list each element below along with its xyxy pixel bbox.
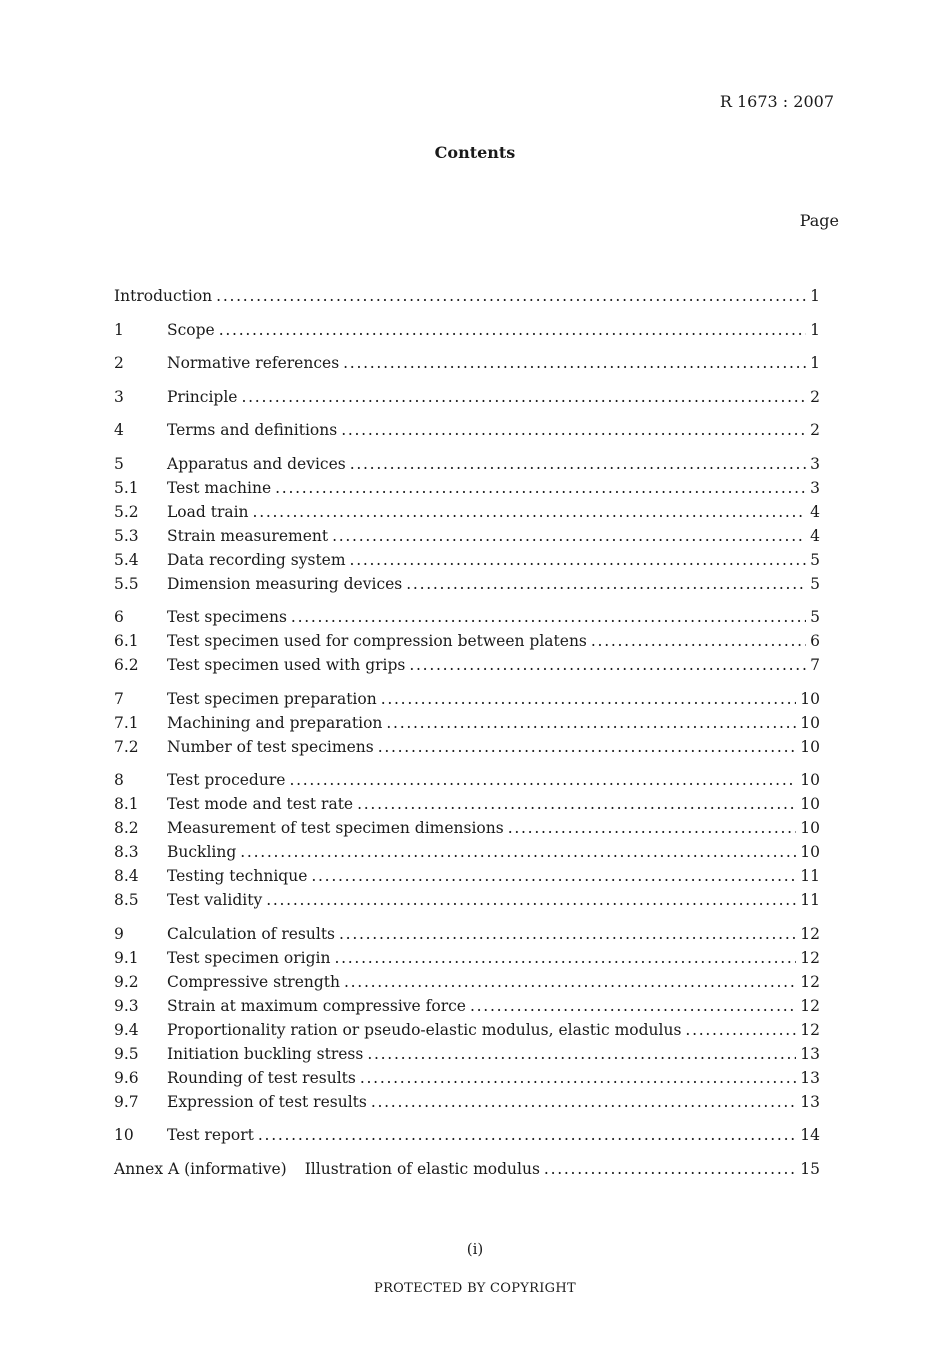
toc-entry[interactable] <box>114 418 820 442</box>
toc-entry-page: 13 <box>800 1092 820 1111</box>
dot-leader <box>378 735 797 759</box>
toc-entry[interactable] <box>114 318 820 342</box>
toc-entry-label: Load train <box>167 502 249 521</box>
toc-entry[interactable] <box>114 284 820 308</box>
toc-entry[interactable] <box>114 524 820 548</box>
toc-entry-page: 11 <box>800 867 820 885</box>
toc-entry[interactable] <box>114 572 820 596</box>
toc-entry-number: 7.2 <box>114 737 139 756</box>
toc-entry[interactable] <box>114 888 820 912</box>
toc-entry-number: 6 <box>114 608 124 626</box>
toc-entry-label: Initiation buckling stress <box>167 1044 364 1063</box>
toc-entry-label: Test specimen origin <box>167 948 331 967</box>
toc-entry-number: 10 <box>114 1126 134 1144</box>
toc-entry[interactable] <box>114 735 820 759</box>
toc-entry-page: 15 <box>800 1159 820 1178</box>
toc-entry-annex-a[interactable] <box>114 1157 820 1181</box>
toc-entry[interactable] <box>114 994 820 1018</box>
toc-entry[interactable] <box>114 548 820 572</box>
toc-entry[interactable] <box>114 351 820 375</box>
dot-leader <box>334 946 796 970</box>
toc-entry-page: 13 <box>800 1068 820 1087</box>
dot-leader <box>311 864 796 888</box>
toc-entry[interactable] <box>114 1042 820 1066</box>
toc-entry-label: Test mode and test rate <box>167 795 354 813</box>
dot-leader <box>350 452 806 476</box>
toc-entry-page: 12 <box>800 972 820 991</box>
toc-entry[interactable] <box>114 946 820 970</box>
toc-entry[interactable] <box>114 605 820 629</box>
dot-leader <box>241 385 806 409</box>
dot-leader <box>341 418 806 442</box>
toc-entry-page: 3 <box>810 478 820 497</box>
dot-leader <box>360 1066 796 1090</box>
toc-entry-label: Apparatus and devices <box>167 454 346 473</box>
toc-entry-page: 11 <box>800 891 820 909</box>
toc-entry-page: 10 <box>800 713 820 732</box>
dot-leader <box>253 500 807 524</box>
toc-entry-label: Dimension measuring devices <box>167 574 403 593</box>
toc-entry-label: Proportionality ration or pseudo-elastic modulus, elastic modulus <box>167 1020 682 1039</box>
toc-entry-number: 9.4 <box>114 1020 139 1039</box>
toc-entry-page: 5 <box>810 550 820 569</box>
toc-entry-page: 7 <box>810 656 820 674</box>
toc-entry-label: Normative references <box>167 354 340 372</box>
toc-entry[interactable] <box>114 970 820 994</box>
toc-entry-page: 13 <box>800 1044 820 1063</box>
toc-entry-label: Introduction <box>114 287 213 305</box>
toc-entry-number: 7.1 <box>114 713 139 732</box>
toc-entry-page: 1 <box>810 354 820 372</box>
toc-entry-number: 8.5 <box>114 891 139 909</box>
toc-entry-number: 9.2 <box>114 972 139 991</box>
toc-entry-number: 8 <box>114 771 124 789</box>
toc-entry[interactable] <box>114 687 820 711</box>
toc-entry-number: 9.7 <box>114 1092 139 1111</box>
toc-entry-page: 10 <box>800 771 820 789</box>
toc-entry-label: Principle <box>167 387 238 406</box>
table-of-contents <box>114 284 820 1181</box>
dot-leader <box>470 994 796 1018</box>
toc-entry-number: 9.5 <box>114 1044 139 1063</box>
toc-entry-number: 4 <box>114 421 124 439</box>
toc-entry[interactable] <box>114 1123 820 1147</box>
toc-entry-number: 9.6 <box>114 1068 139 1087</box>
dot-leader <box>350 548 807 572</box>
toc-entry-page: 1 <box>810 320 820 339</box>
toc-entry-label: Strain measurement <box>167 526 329 545</box>
toc-entry[interactable] <box>114 768 820 792</box>
toc-entry-label: Test specimen used with grips <box>167 656 406 674</box>
toc-entry-page: 10 <box>800 689 820 708</box>
toc-entry-label: Scope <box>167 320 215 339</box>
dot-leader <box>591 629 806 653</box>
dot-leader <box>240 840 796 864</box>
toc-entry-page: 2 <box>810 387 820 406</box>
toc-entry-number: 6.2 <box>114 656 139 674</box>
page-column-header: Page <box>799 211 839 230</box>
toc-entry-label: Test procedure <box>167 771 286 789</box>
toc-entry-page: 2 <box>810 421 820 439</box>
toc-entry-page: 12 <box>800 948 820 967</box>
toc-entry-number: 5.3 <box>114 526 139 545</box>
toc-entry-page: 10 <box>800 819 820 837</box>
toc-entry[interactable] <box>114 840 820 864</box>
toc-entry-page: 6 <box>810 632 820 650</box>
toc-entry-label: Number of test specimens <box>167 737 374 756</box>
toc-entry-label: Rounding of test results <box>167 1068 356 1087</box>
dot-leader <box>508 816 797 840</box>
dot-leader <box>258 1123 796 1147</box>
toc-entry[interactable] <box>114 1018 820 1042</box>
dot-leader <box>216 284 806 308</box>
toc-entry-page: 14 <box>800 1126 820 1144</box>
toc-entry-label: Compressive strength <box>167 972 340 991</box>
toc-entry[interactable] <box>114 711 820 735</box>
toc-entry-label: Testing technique <box>167 867 308 885</box>
toc-entry[interactable] <box>114 864 820 888</box>
toc-entry-number: 8.3 <box>114 843 139 861</box>
toc-entry-label: Test specimen preparation <box>167 689 377 708</box>
dot-leader <box>332 524 806 548</box>
toc-entry[interactable] <box>114 385 820 409</box>
dot-leader <box>344 970 796 994</box>
toc-entry-label: Test machine <box>167 478 272 497</box>
toc-entry[interactable] <box>114 629 820 653</box>
toc-entry-number: 6.1 <box>114 632 139 650</box>
dot-leader <box>275 476 806 500</box>
dot-leader <box>343 351 806 375</box>
dot-leader <box>266 888 796 912</box>
toc-entry-label: Strain at maximum compressive force <box>167 996 466 1015</box>
toc-entry[interactable] <box>114 476 820 500</box>
toc-entry-number: 9.1 <box>114 948 139 967</box>
toc-entry-label: Expression of test results <box>167 1092 367 1111</box>
toc-entry-number: 5.5 <box>114 574 139 593</box>
dot-leader <box>357 792 796 816</box>
toc-entry-number: 9.3 <box>114 996 139 1015</box>
toc-entry-page: 4 <box>810 526 820 545</box>
toc-entry-label: Calculation of results <box>167 924 336 943</box>
toc-entry-page: 5 <box>810 608 820 626</box>
toc-entry-label: Terms and definitions <box>167 421 338 439</box>
dot-leader <box>406 572 806 596</box>
toc-entry-label: Measurement of test specimen dimensions <box>167 819 504 837</box>
toc-entry-label: Illustration of elastic modulus <box>304 1159 540 1178</box>
toc-entry-number: 5 <box>114 454 124 473</box>
toc-entry-number: 8.4 <box>114 867 139 885</box>
toc-entry[interactable] <box>114 500 820 524</box>
toc-entry-page: 10 <box>800 843 820 861</box>
toc-entry-number: 9 <box>114 924 124 943</box>
dot-leader <box>219 318 806 342</box>
dot-leader <box>544 1157 796 1181</box>
toc-entry-number: 5.1 <box>114 478 139 497</box>
toc-entry-label: Buckling <box>167 843 237 861</box>
toc-entry[interactable] <box>114 452 820 476</box>
annex-prefix: Annex A (informative) <box>114 1159 287 1178</box>
toc-entry-page: 5 <box>810 574 820 593</box>
dot-leader <box>367 1042 796 1066</box>
toc-entry-number: 3 <box>114 387 124 406</box>
toc-entry-number: 7 <box>114 689 124 708</box>
dot-leader <box>381 687 797 711</box>
toc-entry[interactable] <box>114 1090 820 1114</box>
toc-entry-label: Data recording system <box>167 550 346 569</box>
toc-entry-number: 1 <box>114 320 124 339</box>
toc-entry-page: 12 <box>800 1020 820 1039</box>
dot-leader <box>339 922 796 946</box>
toc-entry[interactable] <box>114 1066 820 1090</box>
toc-entry[interactable] <box>114 653 820 677</box>
toc-entry-page: 12 <box>800 924 820 943</box>
toc-entry-number: 5.2 <box>114 502 139 521</box>
copyright-notice: PROTECTED BY COPYRIGHT <box>374 1281 576 1296</box>
dot-leader <box>685 1018 796 1042</box>
toc-entry-number: 8.1 <box>114 795 139 813</box>
toc-entry[interactable] <box>114 922 820 946</box>
dot-leader <box>291 605 806 629</box>
toc-entry-page: 10 <box>800 795 820 813</box>
toc-entry[interactable] <box>114 792 820 816</box>
dot-leader <box>409 653 806 677</box>
toc-entry-page: 1 <box>810 287 820 305</box>
toc-entry-label: Test specimen used for compression between platens <box>167 632 587 650</box>
toc-entry-page: 12 <box>800 996 820 1015</box>
document-number: R 1673 : 2007 <box>719 92 834 111</box>
toc-entry-label: Machining and preparation <box>167 713 383 732</box>
dot-leader <box>371 1090 796 1114</box>
toc-entry-page: 4 <box>810 502 820 521</box>
page-number: (i) <box>466 1240 484 1258</box>
toc-entry-label: Test specimens <box>167 608 287 626</box>
toc-entry-number: 5.4 <box>114 550 139 569</box>
toc-entry-number: 8.2 <box>114 819 139 837</box>
toc-entry-number: 2 <box>114 354 124 372</box>
toc-entry[interactable] <box>114 816 820 840</box>
contents-title: Contents <box>434 143 516 162</box>
toc-entry-label: Test report <box>167 1126 254 1144</box>
toc-entry-page: 10 <box>800 737 820 756</box>
dot-leader <box>289 768 796 792</box>
dot-leader <box>386 711 796 735</box>
toc-entry-label: Test validity <box>167 891 263 909</box>
toc-entry-page: 3 <box>810 454 820 473</box>
